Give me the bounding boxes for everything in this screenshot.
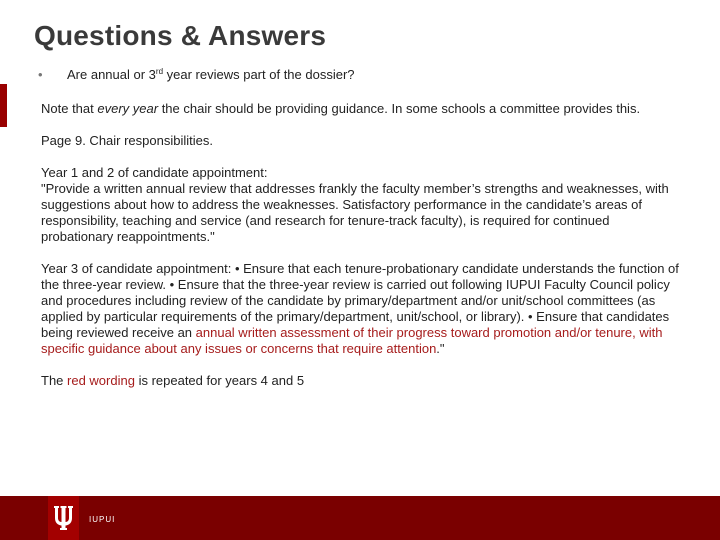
year-3-text: Year 3 of candidate appointment: • Ensure that each tenure-probationary candidate understands the function of the three-year review. • Ensure that the three-year review is carried out following IUPUI Faculty Council policy and procedures including review of the candidate by primary/department and/or unit/school committees (as applied by particular requirements of the primary/department, unit/school, or library). • Ensure that candidates being reviewed receive an — [41, 261, 679, 340]
closing-end: is repeated for years 4 and 5 — [134, 373, 305, 388]
note-paragraph — [41, 101, 681, 117]
year-3-red-text: annual written assessment of their progress toward promotion and/or tenure, with specific guidance about any issues or concerns that require attention — [41, 325, 663, 356]
slide-body — [41, 101, 681, 405]
accent-bar — [0, 84, 7, 127]
year-1-2-paragraph — [41, 165, 681, 245]
page-reference: Page 9. Chair responsibilities. — [41, 133, 213, 148]
footer-bar — [0, 496, 720, 540]
note-end: the chair should be providing guidance. In some schools a committee provides this. — [158, 101, 641, 116]
year-1-2-quote: "Provide a written annual review that addresses frankly the faculty member’s strengths and weaknesses, with suggestions about how to address the weaknesses. Satisfactory performance in the candidate’s areas of responsibility, teaching and service (and research for tenure-track faculty), is required for continued probationary reappointments." — [41, 181, 669, 244]
year-1-2-heading: Year 1 and 2 of candidate appointment: — [41, 165, 268, 180]
year-3-end: ." — [436, 341, 445, 356]
note-start: Note that — [41, 101, 98, 116]
footer-logo — [48, 496, 79, 540]
bullet-superscript: rd — [155, 67, 164, 76]
footer-label: IUPUI — [89, 515, 116, 524]
trident-logo-icon — [52, 504, 75, 532]
bullet-text-end: year reviews part of the dossier? — [163, 67, 355, 82]
closing-start: The — [41, 373, 68, 388]
bullet-dot: • — [38, 67, 43, 82]
bullet-text-start: Are annual or 3 — [67, 67, 156, 82]
slide-title: Questions & Answers — [34, 20, 327, 51]
closing-red-wording: red wording — [67, 373, 135, 388]
bullet-text — [67, 67, 355, 82]
year-3-paragraph — [41, 261, 681, 357]
note-emphasis: every year — [97, 101, 159, 116]
closing-paragraph — [41, 373, 681, 389]
